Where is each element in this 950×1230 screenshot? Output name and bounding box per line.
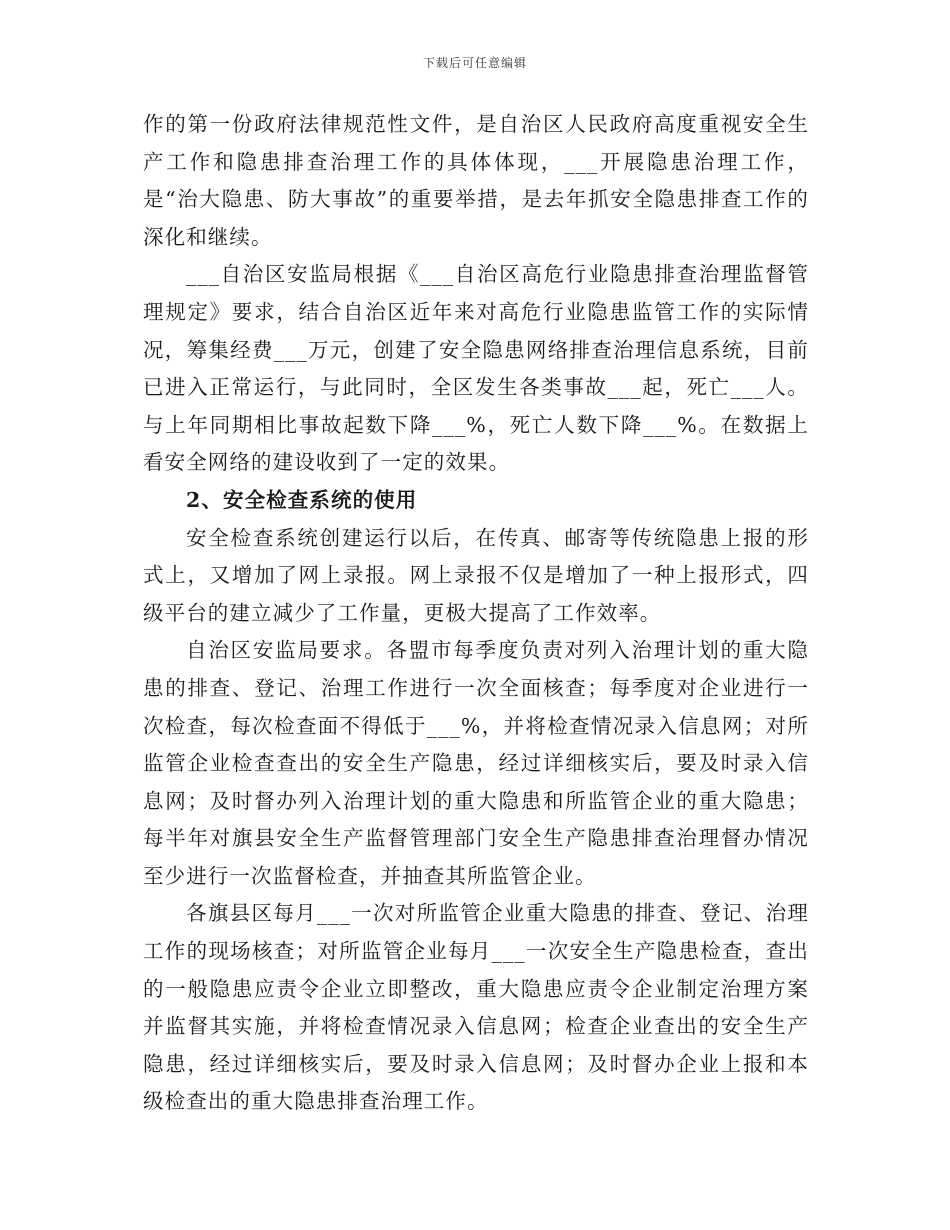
page-header: 下载后可任意编辑 — [422, 56, 527, 70]
paragraph-5: 各旗县区每月___一次对所监管企业重大隐患的排查、登记、治理工作的现场核查；对所监管企业每月___一次安全生产隐患检查，查出的一般隐患应责令企业立即整改，重大隐患应责令企业制定治理方案并监督其实施，并将检查情况录入信息网；检查企业查出的安全生产隐患，经过详细核实后，要及时录入信息网；及时督办企业上报和本级检查出的重大隐患排查治理工作。 — [143, 901, 809, 1114]
paragraph-4: 自治区安监局要求。各盟市每季度负责对列入治理计划的重大隐患的排查、登记、治理工作进行一次全面核查；每季度对企业进行一次检查，每次检查面不得低于___%，并将检查情况录入信息网；对所监管企业检查查出的安全生产隐患，经过详细核实后，要及时录入信息网；及时督办列入治理计划的重大隐患和所监管企业的重大隐患；每半年对旗县安全生产监督管理部门安全生产隐患排查治理督办情况至少进行一次监督检查，并抽查其所监管企业。 — [143, 638, 809, 888]
section-heading: 2、安全检查系统的使用 — [186, 487, 418, 512]
paragraph-2: ___自治区安监局根据《___自治区高危行业隐患排查治理监督管理规定》要求，结合自治区近年来对高危行业隐患监管工作的实际情况，筹集经费___万元，创建了安全隐患网络排查治理信息系统，目前已进入正常运行，与此同时，全区发生各类事故___起，死亡___人。与上年同期相比事故起数下降___%，死亡人数下降___%。在数据上看安全网络的建设收到了一定的效果。 — [143, 262, 809, 475]
paragraph-1: 作的第一份政府法律规范性文件，是自治区人民政府高度重视安全生产工作和隐患排查治理工作的具体体现，___开展隐患治理工作，是“治大隐患、防大事故”的重要举措，是去年抓安全隐患排查工作的深化和继续。 — [143, 112, 809, 249]
paragraph-3: 安全检查系统创建运行以后，在传真、邮寄等传统隐患上报的形式上，又增加了网上录报。网上录报不仅是增加了一种上报形式，四级平台的建立减少了工作量，更极大提高了工作效率。 — [143, 525, 809, 625]
document-body — [143, 106, 809, 1121]
